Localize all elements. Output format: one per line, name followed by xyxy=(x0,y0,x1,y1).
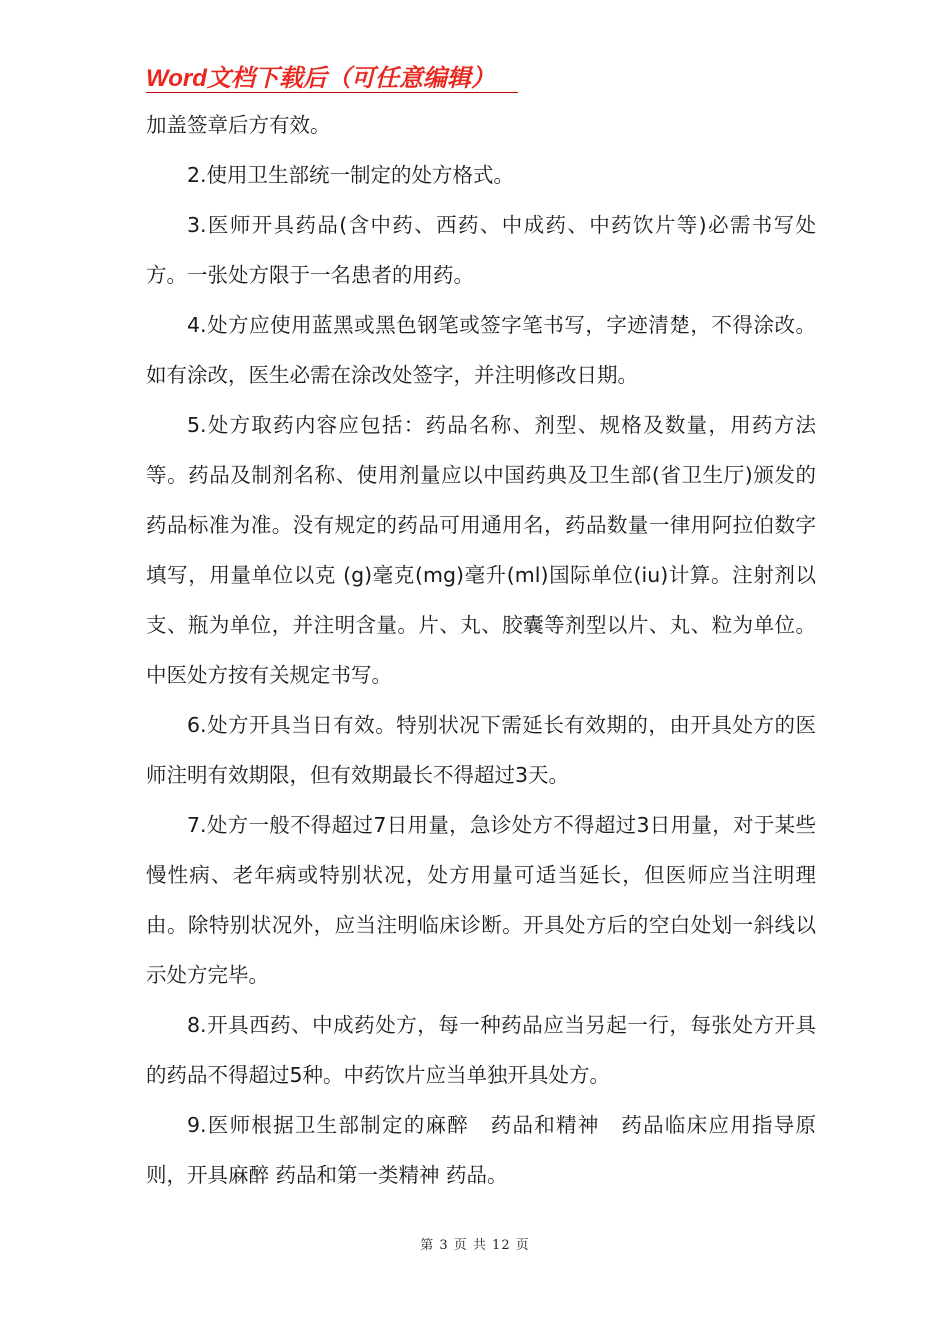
paragraph: 加盖签章后方有效。 xyxy=(146,113,331,137)
paragraph: 9.医师根据卫生部制定的麻醉 药品和精神 药品临床应用指导原则，开具麻醉 药品和第一类精神 药品。 xyxy=(146,1113,816,1187)
paragraph: 5.处方取药内容应包括：药品名称、剂型、规格及数量，用药方法等。药品及制剂名称、使用剂量应以中国药典及卫生部(省卫生厅)颁发的药品标准为准。没有规定的药品可用通用名，药品数量一律用阿拉伯数字填写，用量单位以克 (g)毫克(mg)毫升(ml)国际单位(iu)计算。注射剂以支、瓶为单位，并注明含量。片、丸、胶囊等剂型以片、丸、粒为单位。中医处方按有关规定书写。 xyxy=(146,413,816,687)
document-header xyxy=(146,56,518,93)
document-body xyxy=(146,100,816,1200)
paragraph: 6.处方开具当日有效。特别状况下需延长有效期的，由开具处方的医师注明有效期限，但有效期最长不得超过3天。 xyxy=(146,713,816,787)
paragraph: 8.开具西药、中成药处方，每一种药品应当另起一行，每张处方开具的药品不得超过5种。中药饮片应当单独开具处方。 xyxy=(146,1013,816,1087)
paragraph: 2.使用卫生部统一制定的处方格式。 xyxy=(187,163,515,187)
header-title: Word文档下载后（可任意编辑） xyxy=(146,65,495,92)
paragraph: 4.处方应使用蓝黑或黑色钢笔或签字笔书写，字迹清楚，不得涂改。如有涂改，医生必需在涂改处签字，并注明修改日期。 xyxy=(146,313,816,387)
page-number-footer: 第 3 页 共 12 页 xyxy=(420,1238,530,1253)
paragraph: 7.处方一般不得超过7日用量，急诊处方不得超过3日用量，对于某些慢性病、老年病或特别状况，处方用量可适当延长，但医师应当注明理由。除特别状况外，应当注明临床诊断。开具处方后的空白处划一斜线以示处方完毕。 xyxy=(146,813,816,987)
paragraph: 3.医师开具药品(含中药、西药、中成药、中药饮片等)必需书写处方。一张处方限于一名患者的用药。 xyxy=(146,213,816,287)
